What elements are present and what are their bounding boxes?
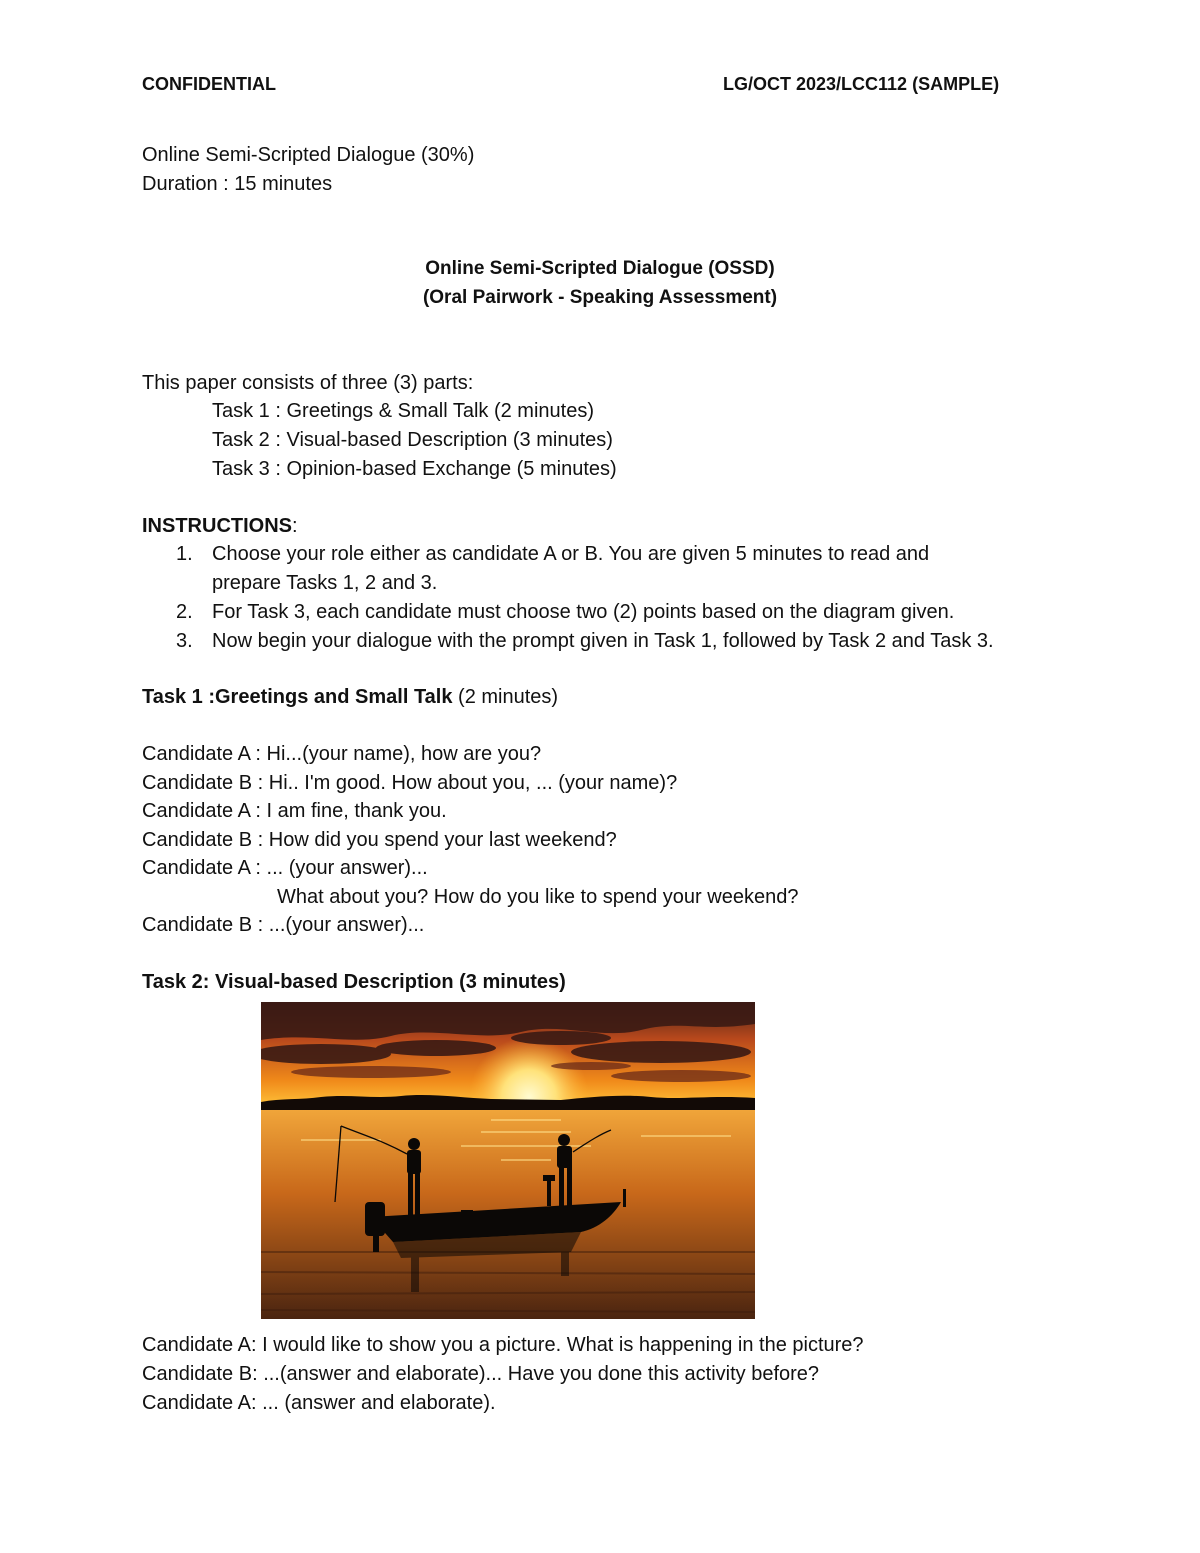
parts-item-task1: Task 1 : Greetings & Small Talk (2 minutes) bbox=[212, 400, 594, 422]
instruction-1-line2: prepare Tasks 1, 2 and 3. bbox=[212, 572, 438, 594]
header-paper-code: LG/OCT 2023/LCC112 (SAMPLE) bbox=[723, 74, 1000, 94]
parts-lead: This paper consists of three (3) parts: bbox=[142, 372, 474, 394]
instructions-heading-colon: : bbox=[292, 515, 298, 537]
task2-line: Candidate A: I would like to show you a picture. What is happening in the picture? bbox=[142, 1334, 864, 1356]
header-confidential: CONFIDENTIAL bbox=[142, 74, 276, 94]
instructions-heading bbox=[142, 516, 298, 536]
parts-item-task2: Task 2 : Visual-based Description (3 minutes) bbox=[212, 429, 613, 451]
task1-line: Candidate B : ...(your answer)... bbox=[142, 914, 425, 936]
document-subtitle: (Oral Pairwork - Speaking Assessment) bbox=[422, 287, 778, 308]
task2-line: Candidate A: ... (answer and elaborate). bbox=[142, 1392, 496, 1414]
task1-line: Candidate B : Hi.. I'm good. How about you, ... (your name)? bbox=[142, 772, 678, 794]
instructions-heading-text: INSTRUCTIONS bbox=[142, 515, 292, 537]
instruction-3-line1: Now begin your dialogue with the prompt given in Task 1, followed by Task 2 and Task 3. bbox=[212, 630, 994, 652]
task1-line: Candidate B : How did you spend your last weekend? bbox=[142, 829, 617, 851]
task1-heading-duration: (2 minutes) bbox=[452, 686, 559, 708]
task1-heading-bold: Task 1 :Greetings and Small Talk bbox=[142, 686, 453, 708]
instruction-number-1: 1. bbox=[176, 543, 193, 565]
task1-heading bbox=[142, 687, 558, 707]
task1-line: Candidate A : ... (your answer)... bbox=[142, 857, 428, 879]
intro-duration-line: Duration : 15 minutes bbox=[142, 173, 333, 195]
instruction-1-line1: Choose your role either as candidate A or B. You are given 5 minutes to read and bbox=[212, 543, 930, 565]
task1-line: What about you? How do you like to spend your weekend? bbox=[277, 886, 799, 908]
parts-item-task3: Task 3 : Opinion-based Exchange (5 minutes) bbox=[212, 458, 617, 480]
instruction-number-3: 3. bbox=[176, 630, 193, 652]
instruction-2-line1: For Task 3, each candidate must choose two (2) points based on the diagram given. bbox=[212, 601, 955, 623]
instruction-number-2: 2. bbox=[176, 601, 193, 623]
task1-line: Candidate A : Hi...(your name), how are you? bbox=[142, 743, 542, 765]
sunset-fishing-boat-photo bbox=[261, 1002, 755, 1319]
document-title: Online Semi-Scripted Dialogue (OSSD) bbox=[425, 258, 775, 279]
task2-line: Candidate B: ...(answer and elaborate)... Have you done this activity before? bbox=[142, 1363, 820, 1385]
task2-heading: Task 2: Visual-based Description (3 minutes) bbox=[142, 971, 566, 993]
intro-assessment-line: Online Semi-Scripted Dialogue (30%) bbox=[142, 144, 475, 166]
task1-line: Candidate A : I am fine, thank you. bbox=[142, 800, 447, 822]
